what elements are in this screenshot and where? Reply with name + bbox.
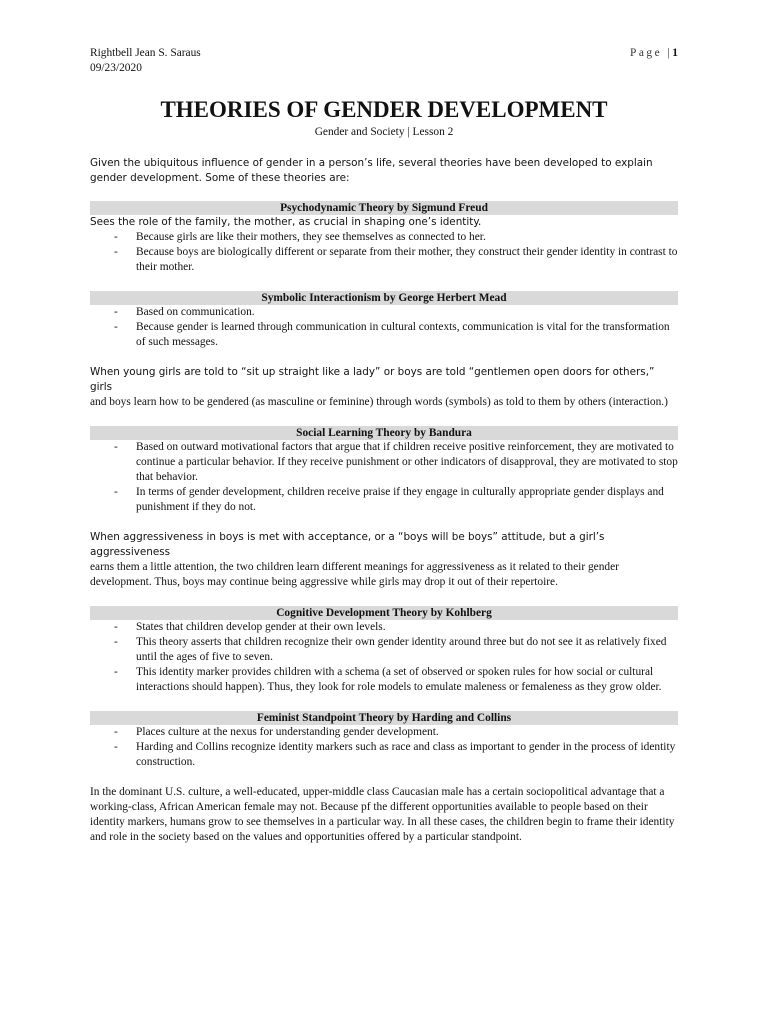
closing-text: In the dominant U.S. culture, a well-educated, upper-middle class Caucasian male has a certain sociopolitical advantage that a working-class, African American female may not. Because pf the different opportunities available to people based on their identity markers, humans grow to see themselves in a particular way. In all these cases, the children begin to frame their identity and role in the society based on the values and opportunities offered by a particular standpoint. xyxy=(90,786,675,843)
bullet-list xyxy=(90,440,678,515)
intro-paragraph: Given the ubiquitous influence of gender in a person’s life, several theories have been developed to explain gender development. Some of these theories are: xyxy=(90,157,653,184)
list-item: - Based on communication. xyxy=(90,305,678,320)
example-lead: When young girls are told to “sit up straight like a lady” or boys are told “gentlemen open doors for others,” girls xyxy=(90,366,655,393)
document-subtitle: Gender and Society | Lesson 2 xyxy=(314,126,454,138)
header-left xyxy=(90,46,201,76)
list-item: - Because boys are biologically different or separate from their mother, they construct their gender identity in contrast to their mother. xyxy=(90,245,678,275)
list-item: - Harding and Collins recognize identity markers such as race and class as important to gender in the process of identity construction. xyxy=(90,740,678,770)
page-number-value: 1 xyxy=(672,47,678,59)
bullet-list xyxy=(90,725,678,770)
document-date: 09/23/2020 xyxy=(90,62,142,74)
author-name: Rightbell Jean S. Saraus xyxy=(90,47,201,59)
list-item: - This identity marker provides children with a schema (a set of observed or spoken rules for how social or cultural interactions should happen). Thus, they look for role models to emulate maleness or femaleness as they grow older. xyxy=(90,665,678,695)
closing-paragraph xyxy=(90,785,678,845)
document-page xyxy=(90,46,678,845)
example-paragraph xyxy=(90,530,678,590)
section-heading: Cognitive Development Theory by Kohlberg xyxy=(90,606,678,620)
bullet-list xyxy=(90,230,678,275)
list-item: - Because girls are like their mothers, they see themselves as connected to her. xyxy=(90,230,678,245)
list-item: - Based on outward motivational factors that argue that if children receive positive reinforcement, they are motivated to continue a particular behavior. If they receive punishment or other indicators of disapproval, they are motivated to stop that behavior. xyxy=(90,440,678,485)
document-title: THEORIES OF GENDER DEVELOPMENT xyxy=(160,97,608,122)
section-heading: Symbolic Interactionism by George Herbert Mead xyxy=(90,291,678,305)
example-rest: and boys learn how to be gendered (as masculine or feminine) through words (symbols) as told to them by others (interaction.) xyxy=(90,396,668,408)
example-lead: When aggressiveness in boys is met with acceptance, or a “boys will be boys” attitude, but a girl’s aggressiveness xyxy=(90,531,605,558)
example-paragraph xyxy=(90,365,678,410)
section-lead: Sees the role of the family, the mother, as crucial in shaping one’s identity. xyxy=(90,216,482,228)
section-heading: Social Learning Theory by Bandura xyxy=(90,426,678,440)
list-item: - Because gender is learned through communication in cultural contexts, communication is vital for the transformation of such messages. xyxy=(90,320,678,350)
bullet-list xyxy=(90,620,678,695)
page-number xyxy=(630,46,678,61)
page-label: Page | xyxy=(630,47,673,59)
list-item: - Places culture at the nexus for understanding gender development. xyxy=(90,725,678,740)
list-item: - In terms of gender development, children receive praise if they engage in culturally appropriate gender displays and punishment if they do not. xyxy=(90,485,678,515)
bullet-list xyxy=(90,305,678,350)
page-header xyxy=(90,46,678,76)
list-item: - States that children develop gender at their own levels. xyxy=(90,620,678,635)
section-heading: Feminist Standpoint Theory by Harding and Collins xyxy=(90,711,678,725)
list-item: - This theory asserts that children recognize their own gender identity around three but do not see it as relatively fixed until the ages of five to seven. xyxy=(90,635,678,665)
section-heading: Psychodynamic Theory by Sigmund Freud xyxy=(90,201,678,215)
example-rest: earns them a little attention, the two children learn different meanings for aggressiveness as it related to their gender development. Thus, boys may continue being aggressive while girls may drop it out of their repertoire. xyxy=(90,561,619,588)
